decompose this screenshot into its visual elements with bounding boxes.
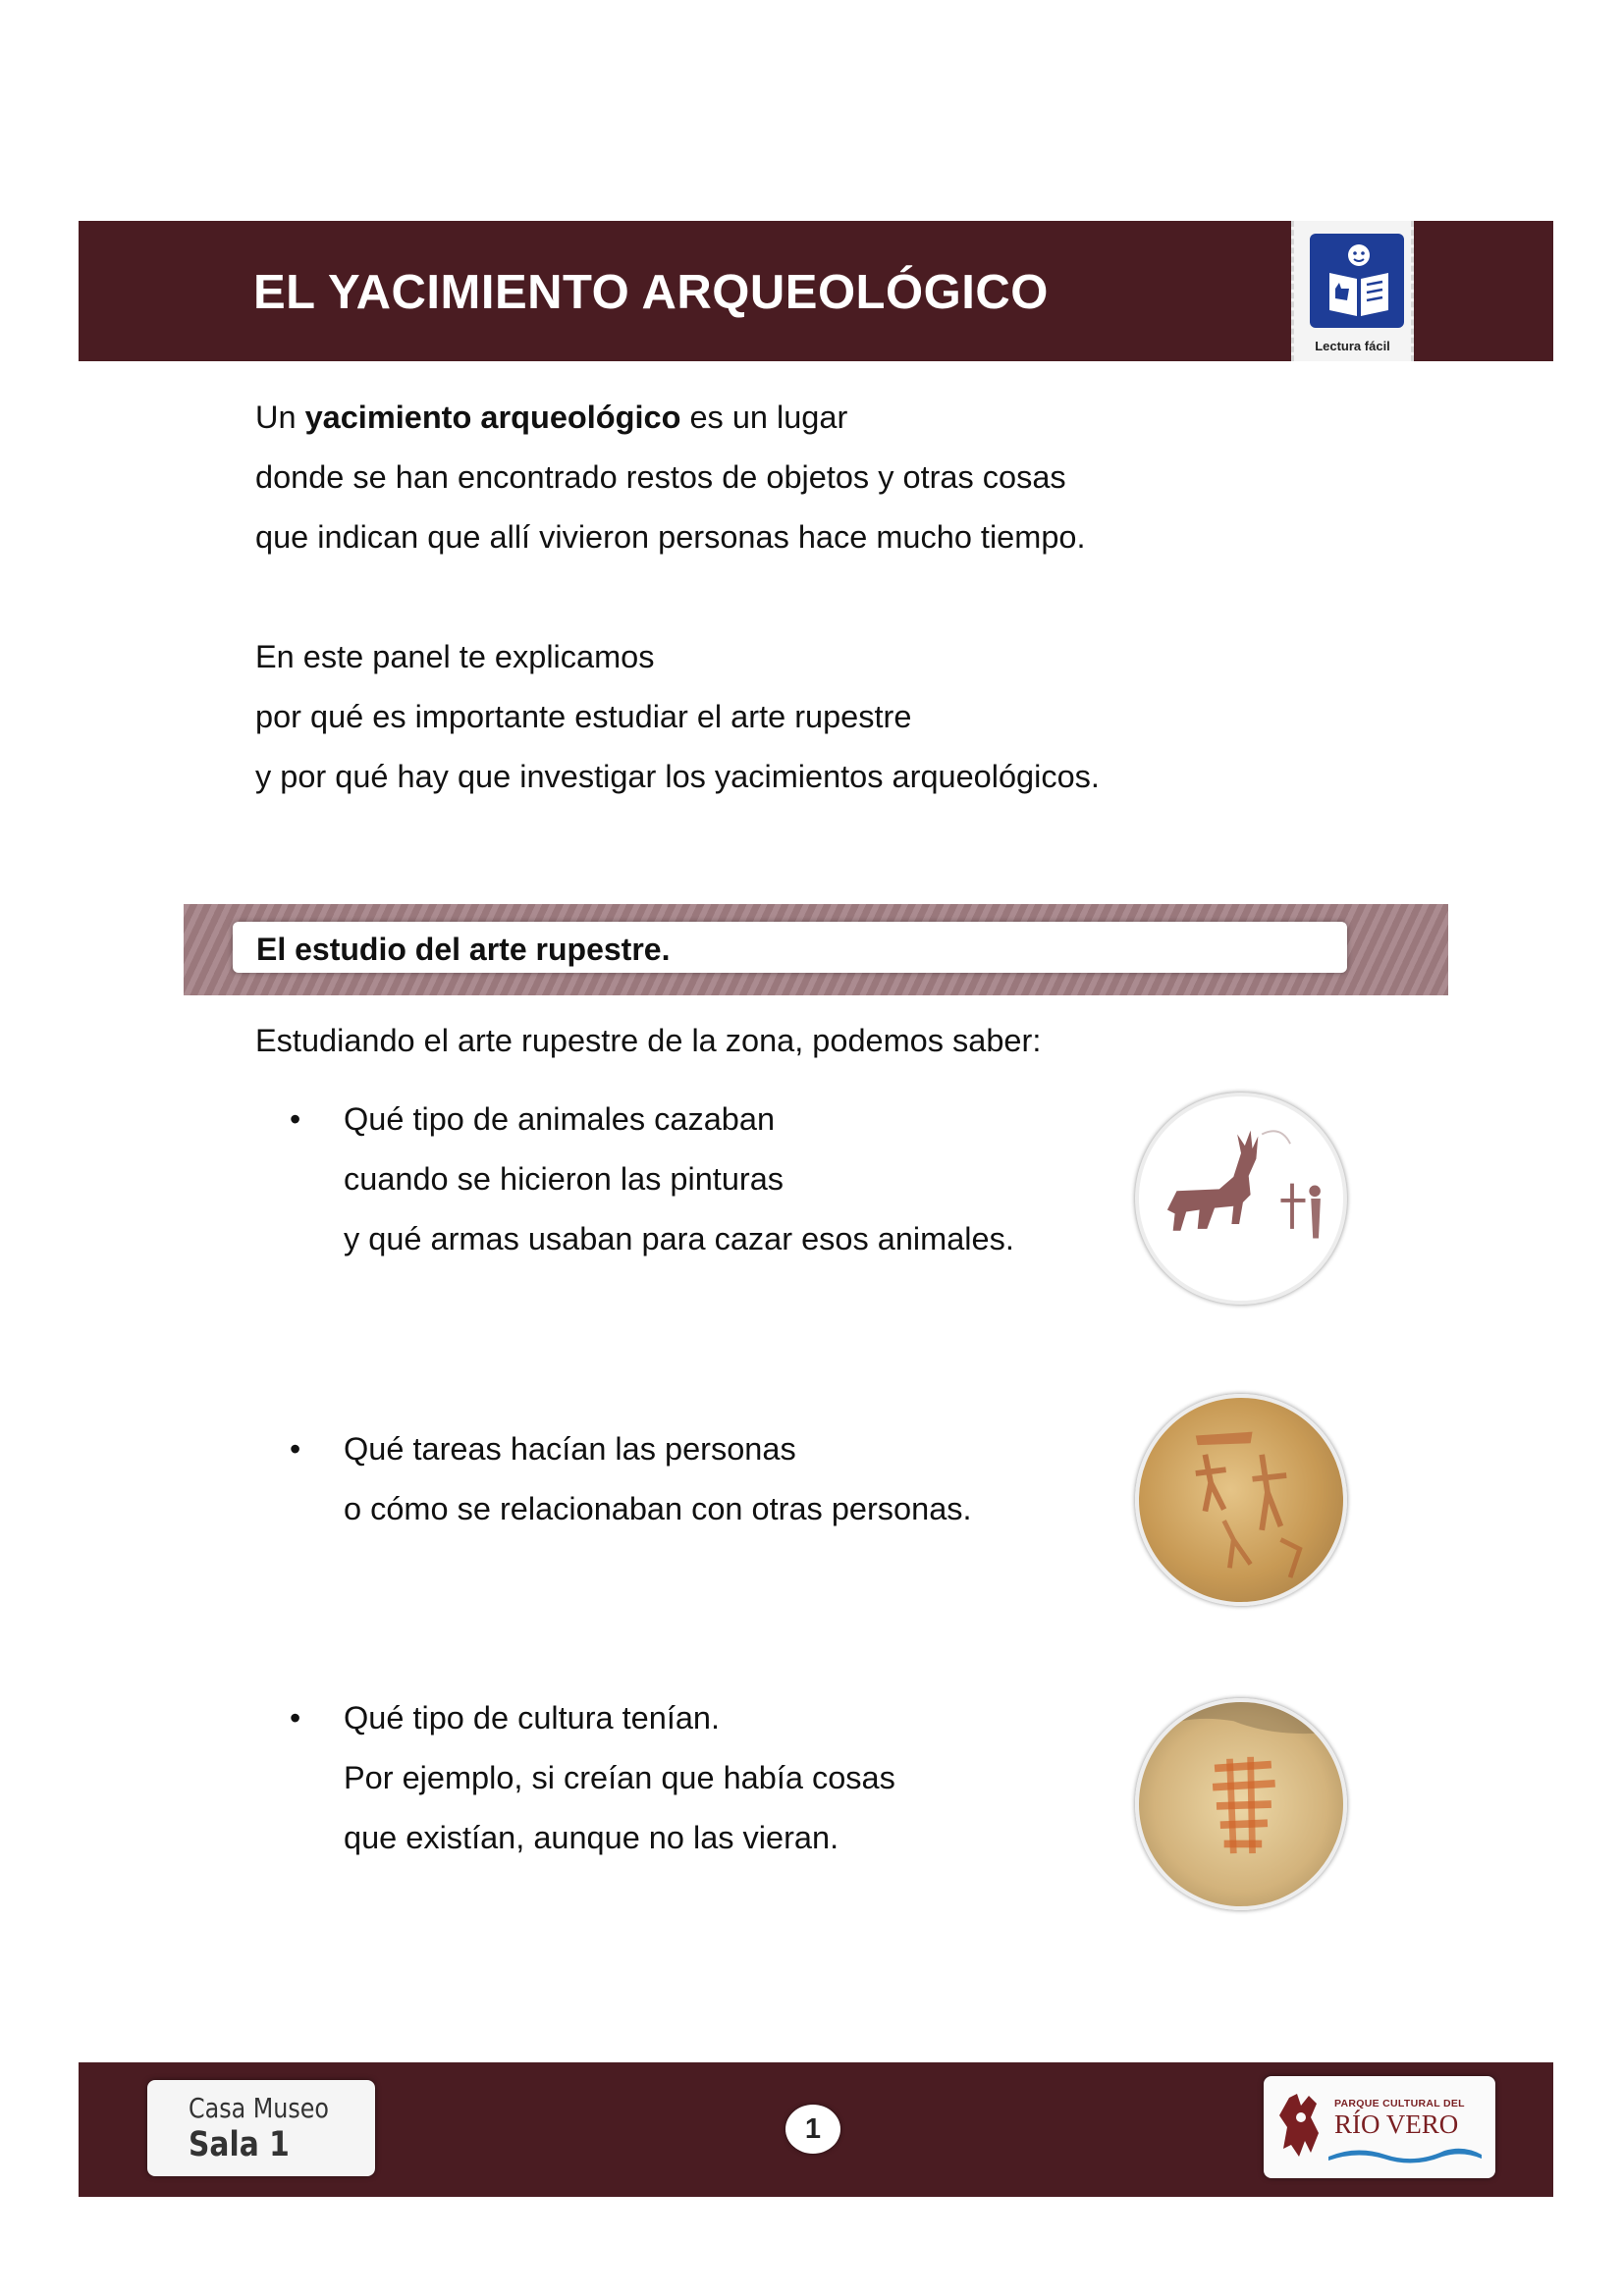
list-item bbox=[290, 1090, 1100, 1269]
page-number: 1 bbox=[785, 2105, 840, 2154]
list-item-line: Qué tareas hacían las personas bbox=[344, 1431, 796, 1467]
intro-paragraph-1 bbox=[255, 388, 1335, 567]
list-item bbox=[290, 1688, 1100, 1868]
intro-text-suffix: es un lugar bbox=[680, 400, 848, 435]
room-label-card bbox=[147, 2080, 375, 2176]
bullet-dot: • bbox=[290, 1700, 301, 1735]
river-icon bbox=[1326, 2143, 1484, 2164]
list-item-line: Qué tipo de cultura tenían. bbox=[344, 1700, 721, 1735]
park-logo-top-text: PARQUE CULTURAL DEL bbox=[1334, 2098, 1465, 2109]
intro-line: y por qué hay que investigar los yacimientos arqueológicos. bbox=[255, 759, 1100, 794]
list-item-line: cuando se hicieron las pinturas bbox=[344, 1161, 784, 1197]
intro-line bbox=[255, 388, 1335, 448]
intro-text bbox=[255, 388, 1335, 867]
header-band bbox=[79, 221, 1553, 361]
footer-band bbox=[79, 2062, 1553, 2197]
room-label-top: Casa Museo bbox=[189, 2092, 329, 2124]
list-item-line: o cómo se relacionaban con otras personas. bbox=[344, 1491, 972, 1526]
rock-art-deer-hunter-image bbox=[1135, 1093, 1347, 1305]
easy-read-badge bbox=[1291, 221, 1414, 361]
easy-read-icon bbox=[1310, 234, 1404, 328]
park-logo-icon bbox=[1275, 2088, 1328, 2161]
page-title: EL YACIMIENTO ARQUEOLÓGICO bbox=[253, 266, 1049, 319]
section-title: El estudio del arte rupestre. bbox=[256, 932, 671, 967]
room-label-main: Sala 1 bbox=[189, 2125, 290, 2164]
intro-text-prefix: Un bbox=[255, 400, 305, 435]
list-item-line: y qué armas usaban para cazar esos animales. bbox=[344, 1221, 1014, 1256]
intro-line: donde se han encontrado restos de objetos y otras cosas bbox=[255, 459, 1066, 495]
section-title-box bbox=[233, 922, 1347, 973]
rock-art-human-figures-image bbox=[1135, 1394, 1347, 1606]
park-logo-main-text: RÍO VERO bbox=[1334, 2109, 1459, 2139]
intro-line: que indican que allí vivieron personas hace mucho tiempo. bbox=[255, 519, 1086, 555]
section-header-band bbox=[184, 904, 1448, 995]
intro-line: En este panel te explicamos bbox=[255, 639, 655, 674]
rock-art-symbol-image bbox=[1135, 1698, 1347, 1910]
bullet-dot: • bbox=[290, 1431, 301, 1467]
list-item-line: Qué tipo de animales cazaban bbox=[344, 1101, 776, 1137]
intro-line: por qué es importante estudiar el arte rupestre bbox=[255, 699, 912, 734]
intro-keyword: yacimiento arqueológico bbox=[304, 400, 681, 435]
list-item bbox=[290, 1419, 1100, 1539]
intro-paragraph-2 bbox=[255, 627, 1335, 807]
easy-read-label: Lectura fácil bbox=[1315, 339, 1390, 353]
list-item-line: Por ejemplo, si creían que había cosas bbox=[344, 1760, 895, 1795]
list-item-line: que existían, aunque no las vieran. bbox=[344, 1820, 839, 1855]
park-logo-card bbox=[1264, 2076, 1495, 2178]
bullet-dot: • bbox=[290, 1101, 301, 1137]
section-lead: Estudiando el arte rupestre de la zona, podemos saber: bbox=[255, 1023, 1042, 1058]
